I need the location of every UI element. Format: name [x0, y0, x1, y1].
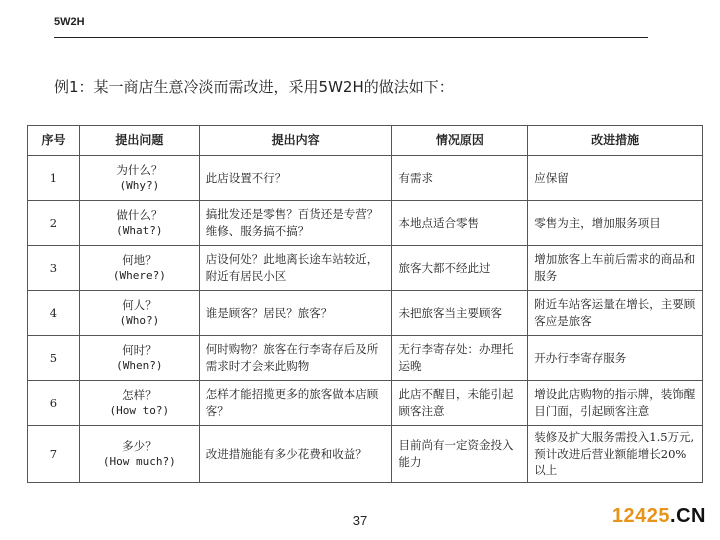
col-header-reason: 情况原因	[392, 126, 528, 156]
cell-no: 5	[28, 336, 80, 381]
cell-reason: 本地点适合零售	[392, 201, 528, 246]
question-en: (Why?)	[119, 179, 160, 193]
question-en: (When?)	[116, 359, 163, 373]
cell-fix: 应保留	[528, 156, 703, 201]
cell-reason: 此店不醒目，未能引起顾客注意	[392, 381, 528, 426]
cell-reason: 未把旅客当主要顾客	[392, 291, 528, 336]
cell-content: 改进措施能有多少花费和收益？	[199, 426, 392, 483]
cell-reason: 无行李寄存处：办理托运晚	[392, 336, 528, 381]
cell-content: 店设何处？此地离长途车站较近，附近有居民小区	[199, 246, 392, 291]
cell-question	[79, 291, 199, 336]
col-header-content: 提出内容	[199, 126, 392, 156]
cell-no: 2	[28, 201, 80, 246]
question-zh: 何时？	[122, 342, 157, 357]
cell-fix: 零售为主，增加服务项目	[528, 201, 703, 246]
question-zh: 怎样？	[122, 387, 157, 402]
cell-content: 何时购物？旅客在行李寄存后及所需求时才会来此购物	[199, 336, 392, 381]
cell-no: 6	[28, 381, 80, 426]
table-row	[28, 291, 703, 336]
watermark-dot: .	[670, 505, 677, 527]
table-header-row	[28, 126, 703, 156]
cell-fix: 开办行李寄存服务	[528, 336, 703, 381]
cell-question	[79, 156, 199, 201]
question-en: (How much?)	[102, 455, 176, 469]
table-row	[28, 156, 703, 201]
cell-no: 1	[28, 156, 80, 201]
watermark-tld: CN	[676, 505, 706, 527]
cell-fix: 附近车站客运量在增长，主要顾客应是旅客	[528, 291, 703, 336]
question-zh: 何人？	[122, 297, 157, 312]
site-watermark-logo	[612, 505, 706, 528]
cell-reason: 有需求	[392, 156, 528, 201]
cell-reason: 目前尚有一定资金投入能力	[392, 426, 528, 483]
cell-fix: 增加旅客上车前后需求的商品和服务	[528, 246, 703, 291]
cell-no: 3	[28, 246, 80, 291]
table-row	[28, 426, 703, 483]
question-zh: 何地？	[122, 252, 157, 267]
cell-question	[79, 381, 199, 426]
cell-no: 7	[28, 426, 80, 483]
table-row	[28, 201, 703, 246]
cell-no: 4	[28, 291, 80, 336]
col-header-question: 提出问题	[79, 126, 199, 156]
cell-question	[79, 426, 199, 483]
cell-fix: 装修及扩大服务需投入1.5万元,预计改进后营业额能增长20%以上	[528, 426, 703, 483]
header-divider	[54, 37, 648, 38]
page-number: 37	[352, 513, 368, 528]
cell-content: 搞批发还是零售？百货还是专营？维修、服务搞不搞？	[199, 201, 392, 246]
intro-text: 例1：某一商店生意冷淡而需改进，采用5W2H的做法如下：	[54, 78, 454, 96]
cell-content: 怎样才能招揽更多的旅客做本店顾客？	[199, 381, 392, 426]
cell-question	[79, 246, 199, 291]
col-header-no: 序号	[28, 126, 80, 156]
header-title: 5W2H	[54, 16, 85, 28]
cell-question	[79, 201, 199, 246]
table-row	[28, 381, 703, 426]
cell-question	[79, 336, 199, 381]
table-row	[28, 246, 703, 291]
question-zh: 做什么？	[116, 207, 163, 222]
question-en: (Where?)	[112, 269, 166, 283]
cell-content: 此店设置不行？	[199, 156, 392, 201]
table-row	[28, 336, 703, 381]
5w2h-table	[27, 125, 703, 483]
question-zh: 多少？	[122, 438, 157, 453]
cell-reason: 旅客大都不经此过	[392, 246, 528, 291]
col-header-fix: 改进措施	[528, 126, 703, 156]
cell-fix: 增设此店购物的指示牌，装饰醒目门面，引起顾客注意	[528, 381, 703, 426]
watermark-number: 12425	[611, 505, 671, 527]
cell-content: 谁是顾客？居民？旅客？	[199, 291, 392, 336]
question-en: (Who?)	[119, 314, 160, 328]
question-zh: 为什么？	[116, 162, 163, 177]
question-en: (What?)	[116, 224, 163, 238]
question-en: (How to?)	[109, 404, 170, 418]
